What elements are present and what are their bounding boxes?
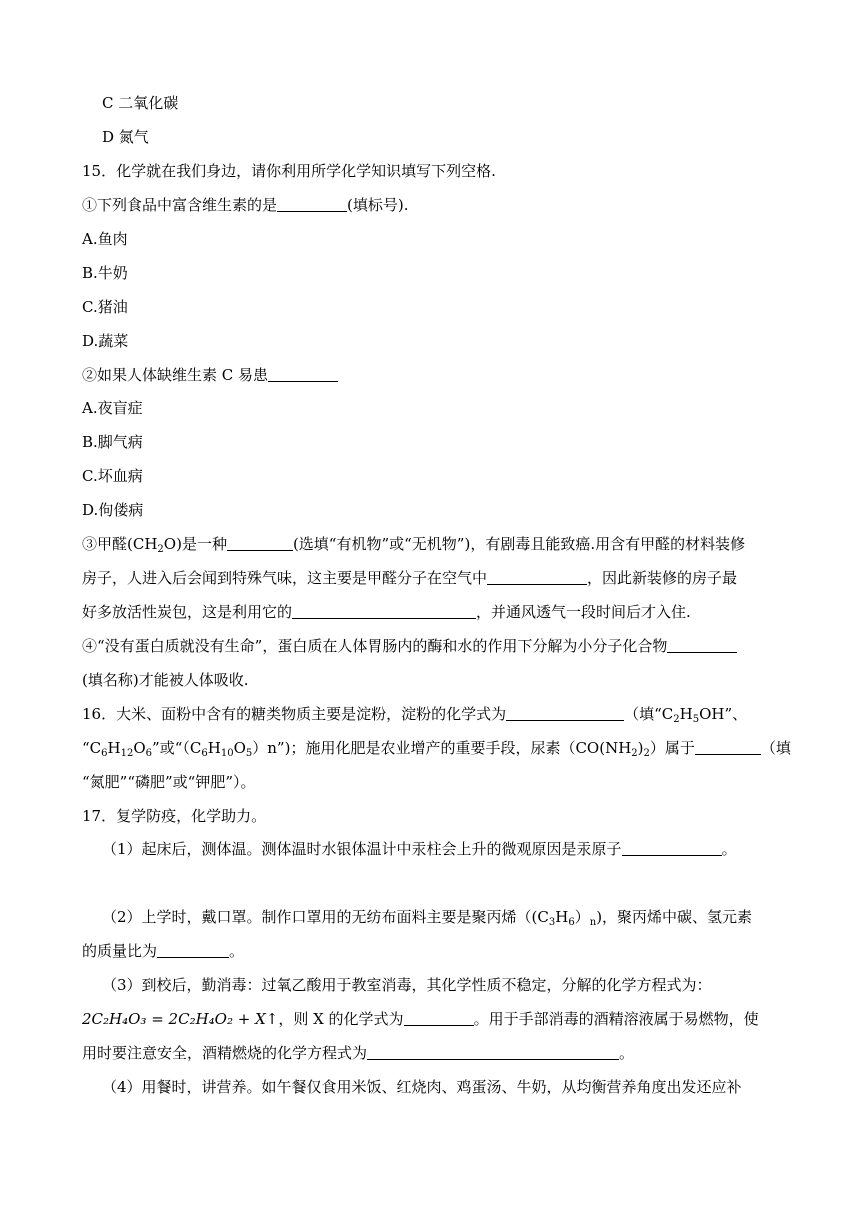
answer-blank[interactable] <box>277 196 347 212</box>
answer-blank[interactable] <box>292 603 476 619</box>
q17-stem: 17．复学防疫，化学助力。 <box>82 807 267 825</box>
q15-p2-option-d: D.佝偻病 <box>82 501 144 519</box>
q16-line2: “$C_6H_{12}O_6$”或“$(C_6H_{10}O_5)n$”)；施用化肥是农业增产的重要手段，尿素$(CO(NH_2)_2)$属于 （填 <box>82 739 791 759</box>
q15-p2-option-b: B.脚气病 <box>82 433 143 451</box>
answer-blank[interactable] <box>268 366 338 382</box>
answer-blank[interactable] <box>487 569 587 585</box>
q14-option-c: C 二氧化碳 <box>102 94 179 112</box>
answer-blank[interactable] <box>506 705 624 721</box>
answer-blank[interactable] <box>157 942 229 958</box>
answer-blank[interactable] <box>667 637 737 653</box>
answer-blank[interactable] <box>695 739 761 755</box>
q15-stem: 15．化学就在我们身边，请你利用所学化学知识填写下列空格. <box>82 162 496 180</box>
q17-part2-line2: 的质量比为 。 <box>82 942 245 960</box>
q15-part3-line2: 房子，人进入后会闻到特殊气味，这主要是甲醛分子在空气中 ，因此新装修的房子最 <box>82 569 738 587</box>
q15-p2-option-a: A.夜盲症 <box>82 399 143 417</box>
decomposition-equation: 2C₂H₄O₃ = 2C₂H₄O₂ + X↑ <box>82 1010 279 1028</box>
q15-part3-line1: ③甲醛$(CH_2O)$是一种 (选填“有机物”或“无机物”)，有剧毒且能致癌.用含有甲醛的材料装修 <box>82 535 746 555</box>
q15-p2-option-c: C.坏血病 <box>82 467 143 485</box>
q16-line1: 16．大米、面粉中含有的糖类物质主要是淀粉，淀粉的化学式为 （填“$C_2H_5OH$”、 <box>82 705 748 725</box>
q15-p1-option-d: D.蔬菜 <box>82 332 129 350</box>
q15-part4-line1: ④“没有蛋白质就没有生命”，蛋白质在人体胃肠内的酶和水的作用下分解为小分子化合物 <box>82 636 782 656</box>
answer-blank[interactable] <box>404 1010 474 1026</box>
answer-blank[interactable] <box>622 840 722 856</box>
q15-part1: ①下列食品中富含维生素的是 (填标号). <box>82 196 409 214</box>
q15-part4-line2: (填名称)才能被人体吸收. <box>82 671 249 689</box>
q15-part3-line3: 好多放活性炭包，这是利用它的 ，并通风透气一段时间后才入住. <box>82 603 691 621</box>
q17-part3-line3: 用时要注意安全，酒精燃烧的化学方程式为 。 <box>82 1044 635 1062</box>
q17-part4-line1: （4）用餐时，讲营养。如午餐仅食用米饭、红烧肉、鸡蛋汤、牛奶，从均衡营养角度出发还应补 <box>102 1078 742 1096</box>
q17-part3-line2: 2C₂H₄O₃ = 2C₂H₄O₂ + X↑，则 X 的化学式为 。用于手部消毒的酒精溶液属于易燃物，使 <box>82 1010 759 1028</box>
q17-part3-line1: （3）到校后，勤消毒：过氧乙酸用于教室消毒，其化学性质不稳定，分解的化学方程式为： <box>102 976 712 994</box>
q14-option-d: D 氮气 <box>102 128 149 146</box>
q17-part2-line1: （2）上学时，戴口罩。制作口罩用的无纺布面料主要是聚丙烯$((C_3H_6)_n)$，聚丙烯中碳、氢元素 <box>102 908 753 928</box>
answer-blank[interactable] <box>367 1044 619 1060</box>
q15-p1-option-b: B.牛奶 <box>82 264 128 282</box>
q16-line3: “氮肥”“磷肥”或“钾肥”）。 <box>82 773 256 791</box>
q15-p1-option-a: A.鱼肉 <box>82 230 128 248</box>
q15-p1-option-c: C.猪油 <box>82 298 128 316</box>
answer-blank[interactable] <box>227 535 293 551</box>
q15-part2: ②如果人体缺维生素 C 易患 <box>82 365 782 385</box>
q17-part1: （1）起床后，测体温。测体温时水银体温计中汞柱会上升的微观原因是汞原子 。 <box>102 840 737 858</box>
